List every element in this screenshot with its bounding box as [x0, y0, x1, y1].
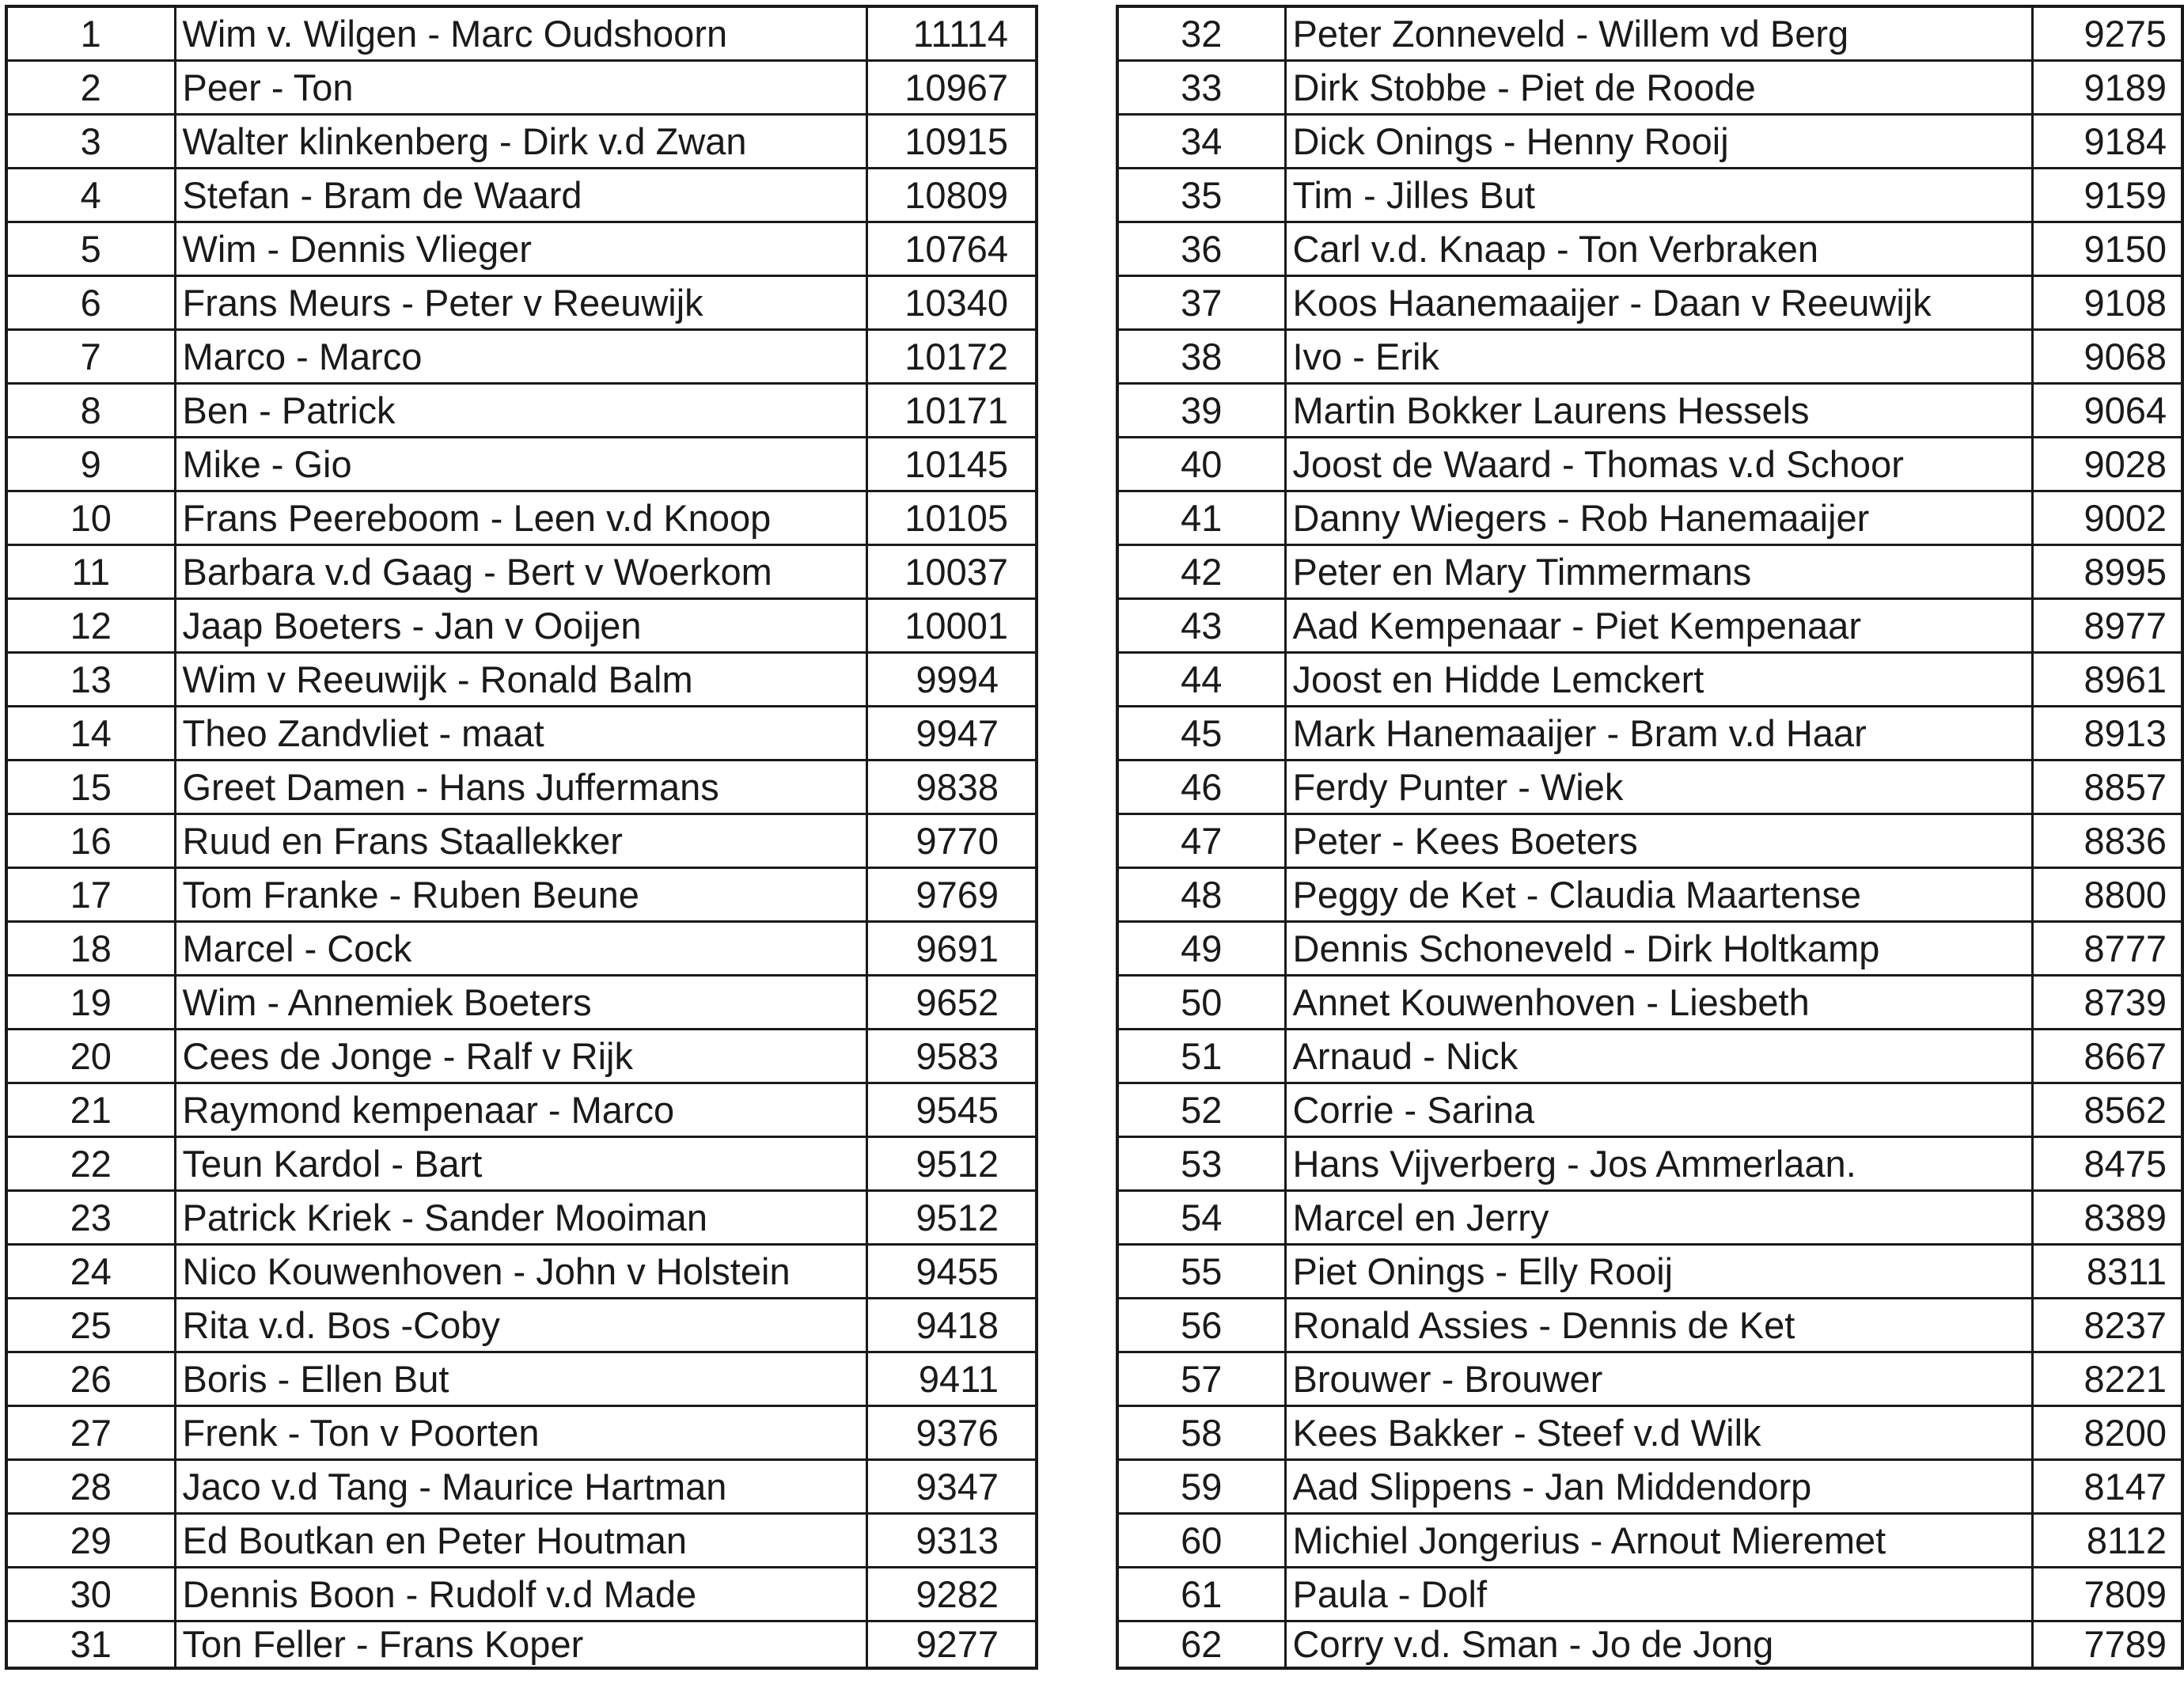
score-cell: 8667: [2032, 1029, 2182, 1083]
rank-cell: 31: [6, 1621, 175, 1668]
score-cell: 10764: [866, 222, 1037, 275]
table-row: [6, 1513, 1037, 1567]
rank-cell: 57: [1117, 1352, 1285, 1405]
pair-name-cell: Wim v Reeuwijk - Ronald Balm: [175, 652, 866, 706]
pair-name-cell: Ed Boutkan en Peter Houtman: [175, 1513, 866, 1567]
score-cell: 9994: [866, 652, 1037, 706]
pair-name-cell: Boris - Ellen But: [175, 1352, 866, 1405]
pair-name-cell: Ton Feller - Frans Koper: [175, 1621, 866, 1668]
table-row: [1117, 1621, 2182, 1668]
score-cell: 8995: [2032, 544, 2182, 598]
score-cell: 9769: [866, 867, 1037, 921]
table-row: [6, 1621, 1037, 1668]
pair-name-cell: Patrick Kriek - Sander Mooiman: [175, 1190, 866, 1244]
pair-name-cell: Joost en Hidde Lemckert: [1285, 652, 2032, 706]
pair-name-cell: Marco - Marco: [175, 329, 866, 383]
score-cell: 9770: [866, 814, 1037, 867]
rank-cell: 58: [1117, 1405, 1285, 1459]
rank-cell: 18: [6, 921, 175, 975]
score-cell: 9068: [2032, 329, 2182, 383]
pair-name-cell: Wim - Annemiek Boeters: [175, 975, 866, 1029]
table-row: [6, 114, 1037, 168]
table-row: [6, 921, 1037, 975]
score-cell: 8311: [2032, 1244, 2182, 1298]
table-row: [6, 1567, 1037, 1621]
score-cell: 9159: [2032, 168, 2182, 222]
table-row: [6, 598, 1037, 652]
rank-cell: 5: [6, 222, 175, 275]
score-cell: 9277: [866, 1621, 1037, 1668]
table-row: [6, 437, 1037, 491]
table-row: [1117, 867, 2182, 921]
table-row: [1117, 921, 2182, 975]
score-cell: 9455: [866, 1244, 1037, 1298]
rank-cell: 53: [1117, 1136, 1285, 1190]
rank-cell: 8: [6, 383, 175, 437]
pair-name-cell: Rita v.d. Bos -Coby: [175, 1298, 866, 1352]
pair-name-cell: Michiel Jongerius - Arnout Mieremet: [1285, 1513, 2032, 1567]
rank-cell: 11: [6, 544, 175, 598]
score-cell: 8200: [2032, 1405, 2182, 1459]
score-cell: 8857: [2032, 760, 2182, 814]
rank-cell: 54: [1117, 1190, 1285, 1244]
rank-cell: 40: [1117, 437, 1285, 491]
score-cell: 7809: [2032, 1567, 2182, 1621]
rank-cell: 29: [6, 1513, 175, 1567]
rank-cell: 15: [6, 760, 175, 814]
rank-cell: 16: [6, 814, 175, 867]
rank-cell: 14: [6, 706, 175, 760]
table-row: [1117, 275, 2182, 329]
pair-name-cell: Teun Kardol - Bart: [175, 1136, 866, 1190]
table-row: [1117, 1567, 2182, 1621]
pair-name-cell: Peter - Kees Boeters: [1285, 814, 2032, 867]
score-cell: 8221: [2032, 1352, 2182, 1405]
table-row: [1117, 1405, 2182, 1459]
rank-cell: 12: [6, 598, 175, 652]
pair-name-cell: Brouwer - Brouwer: [1285, 1352, 2032, 1405]
pair-name-cell: Peer - Ton: [175, 60, 866, 114]
rank-cell: 1: [6, 6, 175, 60]
rank-cell: 10: [6, 491, 175, 544]
rank-cell: 7: [6, 329, 175, 383]
pair-name-cell: Carl v.d. Knaap - Ton Verbraken: [1285, 222, 2032, 275]
rank-cell: 39: [1117, 383, 1285, 437]
pair-name-cell: Dennis Schoneveld - Dirk Holtkamp: [1285, 921, 2032, 975]
pair-name-cell: Danny Wiegers - Rob Hanemaaijer: [1285, 491, 2032, 544]
pair-name-cell: Greet Damen - Hans Juffermans: [175, 760, 866, 814]
table-row: [6, 1136, 1037, 1190]
rank-cell: 21: [6, 1083, 175, 1136]
pair-name-cell: Hans Vijverberg - Jos Ammerlaan.: [1285, 1136, 2032, 1190]
score-cell: 8147: [2032, 1459, 2182, 1513]
pair-name-cell: Wim - Dennis Vlieger: [175, 222, 866, 275]
pair-name-cell: Nico Kouwenhoven - John v Holstein: [175, 1244, 866, 1298]
table-row: [6, 544, 1037, 598]
table-row: [1117, 383, 2182, 437]
rank-cell: 38: [1117, 329, 1285, 383]
score-cell: 9512: [866, 1190, 1037, 1244]
rank-cell: 44: [1117, 652, 1285, 706]
table-row: [1117, 1190, 2182, 1244]
rank-cell: 35: [1117, 168, 1285, 222]
rank-cell: 19: [6, 975, 175, 1029]
score-cell: 8112: [2032, 1513, 2182, 1567]
table-row: [6, 6, 1037, 60]
pair-name-cell: Mark Hanemaaijer - Bram v.d Haar: [1285, 706, 2032, 760]
pair-name-cell: Stefan - Bram de Waard: [175, 168, 866, 222]
rank-cell: 20: [6, 1029, 175, 1083]
rank-cell: 43: [1117, 598, 1285, 652]
pair-name-cell: Frans Meurs - Peter v Reeuwijk: [175, 275, 866, 329]
rank-cell: 33: [1117, 60, 1285, 114]
rank-cell: 46: [1117, 760, 1285, 814]
table-row: [1117, 491, 2182, 544]
score-cell: 9313: [866, 1513, 1037, 1567]
pair-name-cell: Tom Franke - Ruben Beune: [175, 867, 866, 921]
rank-cell: 28: [6, 1459, 175, 1513]
score-cell: 8913: [2032, 706, 2182, 760]
rank-cell: 24: [6, 1244, 175, 1298]
score-cell: 10809: [866, 168, 1037, 222]
rank-cell: 55: [1117, 1244, 1285, 1298]
table-row: [6, 491, 1037, 544]
score-cell: 9545: [866, 1083, 1037, 1136]
table-row: [1117, 1298, 2182, 1352]
pair-name-cell: Joost de Waard - Thomas v.d Schoor: [1285, 437, 2032, 491]
score-cell: 10967: [866, 60, 1037, 114]
pair-name-cell: Wim v. Wilgen - Marc Oudshoorn: [175, 6, 866, 60]
score-cell: 9418: [866, 1298, 1037, 1352]
score-cell: 9064: [2032, 383, 2182, 437]
table-row: [6, 168, 1037, 222]
score-cell: 10171: [866, 383, 1037, 437]
rank-cell: 34: [1117, 114, 1285, 168]
pair-name-cell: Peter Zonneveld - Willem vd Berg: [1285, 6, 2032, 60]
pair-name-cell: Annet Kouwenhoven - Liesbeth: [1285, 975, 2032, 1029]
table-row: [6, 652, 1037, 706]
ranking-rows-left: [6, 6, 1037, 1668]
score-cell: 7789: [2032, 1621, 2182, 1668]
pair-name-cell: Peter en Mary Timmermans: [1285, 544, 2032, 598]
pair-name-cell: Arnaud - Nick: [1285, 1029, 2032, 1083]
pair-name-cell: Corry v.d. Sman - Jo de Jong: [1285, 1621, 2032, 1668]
ranking-table-left: [5, 5, 1038, 1670]
pair-name-cell: Ivo - Erik: [1285, 329, 2032, 383]
table-row: [1117, 652, 2182, 706]
score-cell: 10172: [866, 329, 1037, 383]
pair-name-cell: Peggy de Ket - Claudia Maartense: [1285, 867, 2032, 921]
table-row: [1117, 168, 2182, 222]
ranking-rows-right: [1117, 6, 2182, 1668]
pair-name-cell: Ferdy Punter - Wiek: [1285, 760, 2032, 814]
table-row: [6, 760, 1037, 814]
score-cell: 9652: [866, 975, 1037, 1029]
score-cell: 9189: [2032, 60, 2182, 114]
pair-name-cell: Ruud en Frans Staallekker: [175, 814, 866, 867]
table-row: [6, 1190, 1037, 1244]
table-row: [1117, 1459, 2182, 1513]
score-cell: 9275: [2032, 6, 2182, 60]
score-cell: 9028: [2032, 437, 2182, 491]
score-cell: 10145: [866, 437, 1037, 491]
rank-cell: 13: [6, 652, 175, 706]
rank-cell: 2: [6, 60, 175, 114]
pair-name-cell: Dirk Stobbe - Piet de Roode: [1285, 60, 2032, 114]
table-row: [6, 706, 1037, 760]
rank-cell: 52: [1117, 1083, 1285, 1136]
pair-name-cell: Paula - Dolf: [1285, 1567, 2032, 1621]
rank-cell: 61: [1117, 1567, 1285, 1621]
score-cell: 11114: [866, 6, 1037, 60]
rank-cell: 48: [1117, 867, 1285, 921]
table-row: [1117, 706, 2182, 760]
table-row: [6, 1459, 1037, 1513]
rank-cell: 47: [1117, 814, 1285, 867]
score-cell: 9150: [2032, 222, 2182, 275]
pair-name-cell: Dennis Boon - Rudolf v.d Made: [175, 1567, 866, 1621]
rank-cell: 41: [1117, 491, 1285, 544]
pair-name-cell: Jaco v.d Tang - Maurice Hartman: [175, 1459, 866, 1513]
score-cell: 9838: [866, 760, 1037, 814]
pair-name-cell: Raymond kempenaar - Marco: [175, 1083, 866, 1136]
score-cell: 9512: [866, 1136, 1037, 1190]
score-cell: 9411: [866, 1352, 1037, 1405]
score-cell: 8836: [2032, 814, 2182, 867]
rank-cell: 60: [1117, 1513, 1285, 1567]
table-row: [1117, 1513, 2182, 1567]
table-row: [6, 329, 1037, 383]
table-row: [6, 222, 1037, 275]
table-row: [6, 1298, 1037, 1352]
rank-cell: 3: [6, 114, 175, 168]
rank-cell: 22: [6, 1136, 175, 1190]
table-row: [6, 814, 1037, 867]
rank-cell: 49: [1117, 921, 1285, 975]
score-cell: 8777: [2032, 921, 2182, 975]
table-row: [1117, 544, 2182, 598]
table-row: [1117, 1083, 2182, 1136]
pair-name-cell: Corrie - Sarina: [1285, 1083, 2032, 1136]
table-row: [1117, 1244, 2182, 1298]
rank-cell: 32: [1117, 6, 1285, 60]
pair-name-cell: Marcel - Cock: [175, 921, 866, 975]
table-row: [6, 1405, 1037, 1459]
table-row: [6, 1352, 1037, 1405]
score-cell: 8237: [2032, 1298, 2182, 1352]
score-cell: 9347: [866, 1459, 1037, 1513]
table-row: [1117, 598, 2182, 652]
rank-cell: 30: [6, 1567, 175, 1621]
pair-name-cell: Frenk - Ton v Poorten: [175, 1405, 866, 1459]
table-row: [6, 383, 1037, 437]
rank-cell: 4: [6, 168, 175, 222]
rank-cell: 23: [6, 1190, 175, 1244]
pair-name-cell: Mike - Gio: [175, 437, 866, 491]
table-row: [1117, 1029, 2182, 1083]
table-row: [1117, 1136, 2182, 1190]
table-row: [1117, 329, 2182, 383]
pair-name-cell: Ben - Patrick: [175, 383, 866, 437]
table-row: [6, 975, 1037, 1029]
table-row: [1117, 437, 2182, 491]
rank-cell: 17: [6, 867, 175, 921]
table-row: [6, 867, 1037, 921]
pair-name-cell: Dick Onings - Henny Rooij: [1285, 114, 2032, 168]
table-row: [6, 275, 1037, 329]
pair-name-cell: Martin Bokker Laurens Hessels: [1285, 383, 2032, 437]
score-cell: 8562: [2032, 1083, 2182, 1136]
table-row: [1117, 760, 2182, 814]
pair-name-cell: Jaap Boeters - Jan v Ooijen: [175, 598, 866, 652]
score-cell: 8389: [2032, 1190, 2182, 1244]
score-cell: 10915: [866, 114, 1037, 168]
pair-name-cell: Walter klinkenberg - Dirk v.d Zwan: [175, 114, 866, 168]
pair-name-cell: Barbara v.d Gaag - Bert v Woerkom: [175, 544, 866, 598]
score-cell: 9002: [2032, 491, 2182, 544]
rank-cell: 51: [1117, 1029, 1285, 1083]
pair-name-cell: Cees de Jonge - Ralf v Rijk: [175, 1029, 866, 1083]
score-cell: 10340: [866, 275, 1037, 329]
pair-name-cell: Aad Slippens - Jan Middendorp: [1285, 1459, 2032, 1513]
score-cell: 8800: [2032, 867, 2182, 921]
pair-name-cell: Marcel en Jerry: [1285, 1190, 2032, 1244]
score-cell: 10001: [866, 598, 1037, 652]
rank-cell: 45: [1117, 706, 1285, 760]
rank-cell: 50: [1117, 975, 1285, 1029]
score-cell: 10105: [866, 491, 1037, 544]
score-cell: 9691: [866, 921, 1037, 975]
table-row: [6, 1083, 1037, 1136]
table-row: [1117, 222, 2182, 275]
pair-name-cell: Koos Haanemaaijer - Daan v Reeuwijk: [1285, 275, 2032, 329]
rank-cell: 37: [1117, 275, 1285, 329]
score-cell: 9376: [866, 1405, 1037, 1459]
rank-cell: 25: [6, 1298, 175, 1352]
table-row: [1117, 6, 2182, 60]
score-cell: 8739: [2032, 975, 2182, 1029]
rank-cell: 59: [1117, 1459, 1285, 1513]
rank-cell: 9: [6, 437, 175, 491]
rank-cell: 56: [1117, 1298, 1285, 1352]
pair-name-cell: Theo Zandvliet - maat: [175, 706, 866, 760]
table-row: [6, 1244, 1037, 1298]
table-row: [1117, 1352, 2182, 1405]
pair-name-cell: Frans Peereboom - Leen v.d Knoop: [175, 491, 866, 544]
pair-name-cell: Ronald Assies - Dennis de Ket: [1285, 1298, 2032, 1352]
pair-name-cell: Piet Onings - Elly Rooij: [1285, 1244, 2032, 1298]
pair-name-cell: Kees Bakker - Steef v.d Wilk: [1285, 1405, 2032, 1459]
rank-cell: 42: [1117, 544, 1285, 598]
score-cell: 8475: [2032, 1136, 2182, 1190]
rank-cell: 26: [6, 1352, 175, 1405]
table-row: [1117, 60, 2182, 114]
table-row: [6, 1029, 1037, 1083]
table-row: [1117, 814, 2182, 867]
pair-name-cell: Tim - Jilles But: [1285, 168, 2032, 222]
score-cell: 9108: [2032, 275, 2182, 329]
ranking-table-right: [1116, 5, 2184, 1670]
score-cell: 9282: [866, 1567, 1037, 1621]
rank-cell: 36: [1117, 222, 1285, 275]
table-row: [1117, 114, 2182, 168]
table-row: [6, 60, 1037, 114]
score-cell: 9184: [2032, 114, 2182, 168]
rank-cell: 27: [6, 1405, 175, 1459]
score-cell: 8977: [2032, 598, 2182, 652]
score-cell: 8961: [2032, 652, 2182, 706]
rank-cell: 62: [1117, 1621, 1285, 1668]
table-row: [1117, 975, 2182, 1029]
score-cell: 9583: [866, 1029, 1037, 1083]
score-cell: 10037: [866, 544, 1037, 598]
score-cell: 9947: [866, 706, 1037, 760]
pair-name-cell: Aad Kempenaar - Piet Kempenaar: [1285, 598, 2032, 652]
rank-cell: 6: [6, 275, 175, 329]
